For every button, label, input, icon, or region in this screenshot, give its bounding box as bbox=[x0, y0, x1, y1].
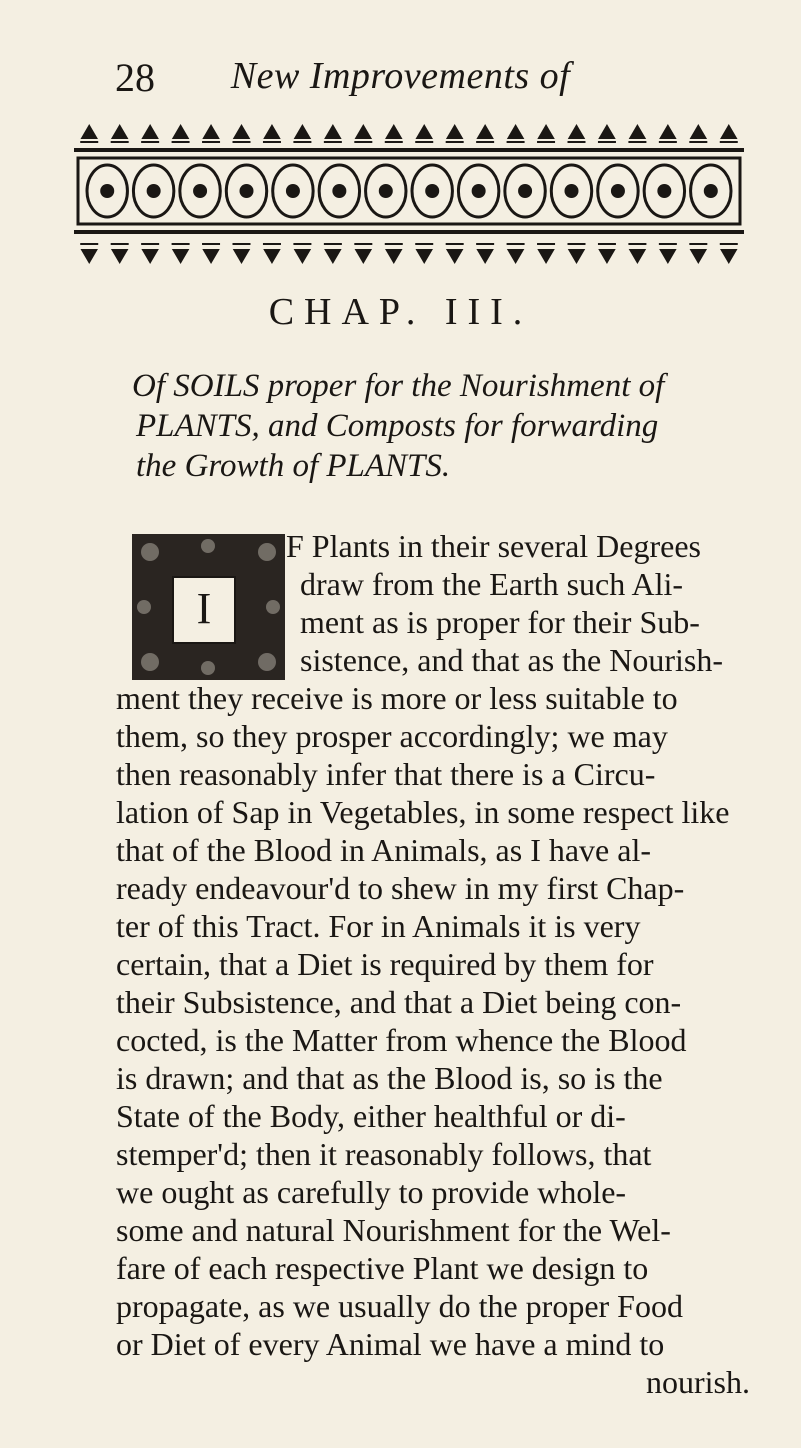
body-line: ment as is proper for their Sub- bbox=[300, 604, 700, 640]
fleuron-bottom bbox=[476, 244, 494, 262]
body-line: fare of each respective Plant we design to bbox=[116, 1250, 649, 1286]
body-line: then reasonably infer that there is a Circu- bbox=[116, 756, 656, 792]
fleuron-bottom bbox=[141, 244, 159, 262]
fleuron-bottom bbox=[172, 244, 190, 262]
headpiece-ornament bbox=[74, 120, 744, 268]
running-title: New Improvements of bbox=[230, 55, 571, 97]
interlace-dot bbox=[379, 184, 393, 198]
interlace-dot bbox=[147, 184, 161, 198]
fleuron-top bbox=[598, 126, 616, 142]
interlace-dot bbox=[240, 184, 254, 198]
body-line: their Subsistence, and that a Diet being con- bbox=[116, 984, 682, 1020]
body-line: we ought as carefully to provide whole- bbox=[116, 1174, 627, 1210]
fleuron-bottom bbox=[263, 244, 281, 262]
fleuron-bottom bbox=[689, 244, 707, 262]
interlace-dot bbox=[193, 184, 207, 198]
ornament-motifs bbox=[80, 126, 738, 262]
subtitle-line: PLANTS, and Composts for forwarding bbox=[136, 408, 659, 444]
interlace-dot bbox=[425, 184, 439, 198]
fleuron-bottom bbox=[80, 244, 98, 262]
fleuron-top bbox=[689, 126, 707, 142]
fleuron-bottom bbox=[568, 244, 586, 262]
body-line: lation of Sap in Vegetables, in some respect like bbox=[116, 794, 730, 830]
running-head bbox=[0, 54, 801, 104]
fleuron-top bbox=[80, 126, 98, 142]
fleuron-bottom bbox=[293, 244, 311, 262]
interlace-dot bbox=[332, 184, 346, 198]
page-number: 28 bbox=[115, 55, 155, 100]
interlace-dot bbox=[565, 184, 579, 198]
body-line: State of the Body, either healthful or di- bbox=[116, 1098, 626, 1134]
interlace-dot bbox=[286, 184, 300, 198]
body-line: ready endeavour'd to shew in my first Chap- bbox=[116, 870, 685, 906]
fleuron-bottom bbox=[385, 244, 403, 262]
fleuron-bottom bbox=[354, 244, 372, 262]
interlace-dot bbox=[100, 184, 114, 198]
body-line: nourish. bbox=[646, 1364, 750, 1400]
fleuron-bottom bbox=[598, 244, 616, 262]
fleuron-top bbox=[385, 126, 403, 142]
interlace-dot bbox=[657, 184, 671, 198]
interlace-dot bbox=[472, 184, 486, 198]
fleuron-bottom bbox=[324, 244, 342, 262]
fleuron-top bbox=[111, 126, 129, 142]
fleuron-bottom bbox=[628, 244, 646, 262]
fleuron-top bbox=[354, 126, 372, 142]
subtitle-line: the Growth of PLANTS. bbox=[136, 448, 451, 484]
body-line: ter of this Tract. For in Animals it is very bbox=[116, 908, 641, 944]
body-line: cocted, is the Matter from whence the Blood bbox=[116, 1022, 687, 1058]
fleuron-top bbox=[659, 126, 677, 142]
ornament-bottom-row bbox=[74, 230, 744, 234]
fleuron-top bbox=[628, 126, 646, 142]
body-line: them, so they prosper accordingly; we may bbox=[116, 718, 668, 754]
fleuron-top bbox=[476, 126, 494, 142]
fleuron-top bbox=[141, 126, 159, 142]
body-line: is drawn; and that as the Blood is, so is the bbox=[116, 1060, 663, 1096]
body-line: propagate, as we usually do the proper Food bbox=[116, 1288, 683, 1324]
body-line: stemper'd; then it reasonably follows, that bbox=[116, 1136, 652, 1172]
body-line: that of the Blood in Animals, as I have al- bbox=[116, 832, 651, 868]
body-line: draw from the Earth such Ali- bbox=[300, 566, 683, 602]
body-line: sistence, and that as the Nourish- bbox=[300, 642, 723, 678]
drop-cap-letter: I bbox=[172, 576, 236, 644]
chapter-subtitle bbox=[132, 366, 772, 486]
fleuron-bottom bbox=[233, 244, 251, 262]
fleuron-top bbox=[568, 126, 586, 142]
fleuron-bottom bbox=[446, 244, 464, 262]
body-line: some and natural Nourishment for the Wel- bbox=[116, 1212, 671, 1248]
fleuron-bottom bbox=[659, 244, 677, 262]
fleuron-top bbox=[324, 126, 342, 142]
fleuron-bottom bbox=[111, 244, 129, 262]
fleuron-bottom bbox=[507, 244, 525, 262]
drop-cap-block bbox=[130, 532, 287, 682]
interlace-dot bbox=[704, 184, 718, 198]
body-line: or Diet of every Animal we have a mind to bbox=[116, 1326, 665, 1362]
fleuron-bottom bbox=[415, 244, 433, 262]
fleuron-top bbox=[233, 126, 251, 142]
fleuron-top bbox=[172, 126, 190, 142]
body-line: F Plants in their several Degrees bbox=[286, 528, 701, 564]
fleuron-top bbox=[720, 126, 738, 142]
fleuron-top bbox=[202, 126, 220, 142]
ornament-middle-band bbox=[78, 158, 740, 224]
fleuron-top bbox=[293, 126, 311, 142]
fleuron-top bbox=[415, 126, 433, 142]
interlace-dot bbox=[518, 184, 532, 198]
fleuron-top bbox=[537, 126, 555, 142]
fleuron-bottom bbox=[202, 244, 220, 262]
body-line: ment they receive is more or less suitable to bbox=[116, 680, 678, 716]
ornament-top-row bbox=[74, 148, 744, 152]
fleuron-bottom bbox=[720, 244, 738, 262]
body-line: certain, that a Diet is required by them for bbox=[116, 946, 654, 982]
subtitle-line: Of SOILS proper for the Nourishment of bbox=[132, 368, 665, 404]
fleuron-top bbox=[263, 126, 281, 142]
fleuron-top bbox=[446, 126, 464, 142]
fleuron-top bbox=[507, 126, 525, 142]
chapter-heading: CHAP. III. bbox=[268, 291, 533, 333]
fleuron-bottom bbox=[537, 244, 555, 262]
interlace-dot bbox=[611, 184, 625, 198]
